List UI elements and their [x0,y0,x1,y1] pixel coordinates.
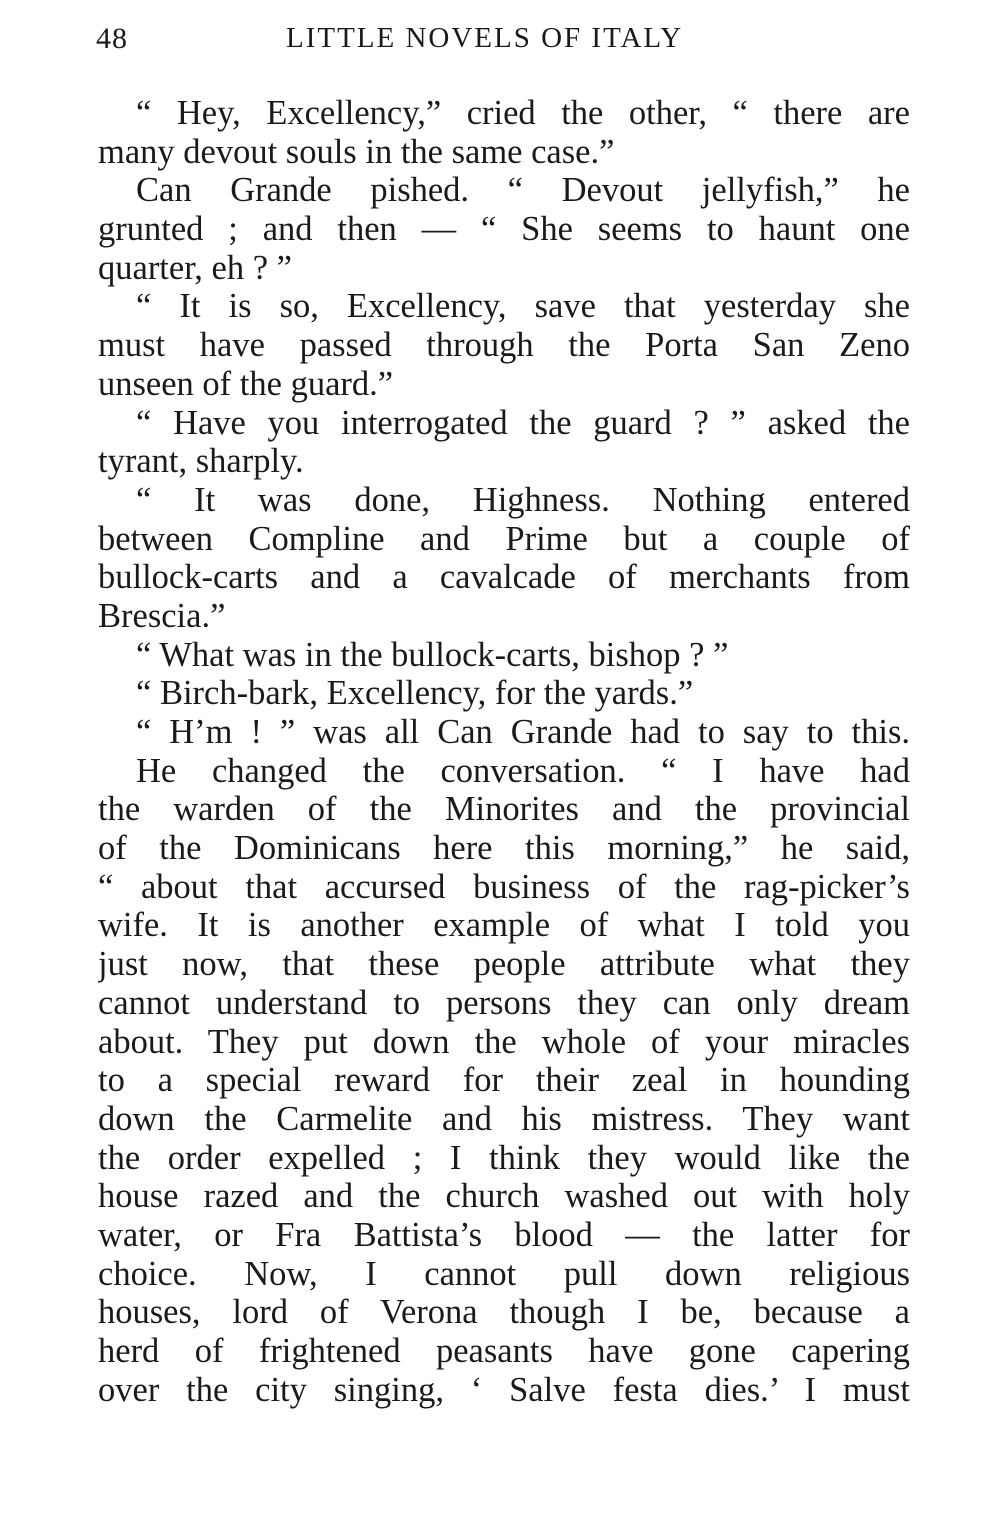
text-line: many devout souls in the same case.” [98,132,615,171]
text-line: “ It is so, Excellency, save that yesterday she [136,287,910,326]
body-text [98,94,910,1409]
text-line: Can Grande pished. “ Devout jellyfish,” he [136,171,910,210]
text-line: unseen of the guard.” [98,364,394,403]
text-line: quarter, eh ? ” [98,248,292,287]
text-line: Brescia.” [98,596,226,635]
text-line: “ It was done, Highness. Nothing entered [136,480,910,519]
text-line: about. They put down the whole of your miracles [98,1022,910,1061]
text-line: just now, that these people attribute what they [98,945,910,984]
text-line: house razed and the church washed out with holy [98,1177,910,1216]
text-line: wife. It is another example of what I told you [98,906,910,945]
text-line: “ Have you interrogated the guard ? ” asked the [136,403,910,442]
text-line: grunted ; and then — “ She seems to haunt one [98,210,910,249]
text-line: of the Dominicans here this morning,” he said, [98,829,910,868]
text-line: He changed the conversation. “ I have had [136,751,910,790]
text-line: cannot understand to persons they can only dream [98,983,910,1022]
text-line: the order expelled ; I think they would like the [98,1138,910,1177]
text-line: to a special reward for their zeal in hounding [98,1061,910,1100]
text-line: “ H’m ! ” was all Can Grande had to say to this. [136,713,910,751]
text-line: down the Carmelite and his mistress. They want [98,1099,910,1138]
running-head [96,22,720,62]
text-line: tyrant, sharply. [98,442,304,481]
text-line: over the city singing, ‘ Salve festa dies.’ I must [98,1370,910,1409]
text-line: herd of frightened peasants have gone capering [98,1332,910,1370]
text-line: “ Birch-bark, Excellency, for the yards.” [136,674,694,713]
text-line: “ Hey, Excellency,” cried the other, “ there are [136,94,910,132]
text-line: choice. Now, I cannot pull down religious [98,1254,910,1293]
text-line: the warden of the Minorites and the provincial [98,790,910,829]
text-line: houses, lord of Verona though I be, because a [98,1293,910,1332]
text-line: must have passed through the Porta San Zeno [98,326,910,365]
page-number: 48 [96,22,128,55]
text-line: “ about that accursed business of the rag-picker’s [98,867,910,906]
text-line: between Compline and Prime but a couple of [98,519,910,558]
running-title: LITTLE NOVELS OF ITALY [286,22,684,54]
text-line: “ What was in the bullock-carts, bishop ? ” [136,635,729,674]
text-line: bullock-carts and a cavalcade of merchants from [98,558,910,597]
text-line: water, or Fra Battista’s blood — the latter for [98,1215,910,1254]
